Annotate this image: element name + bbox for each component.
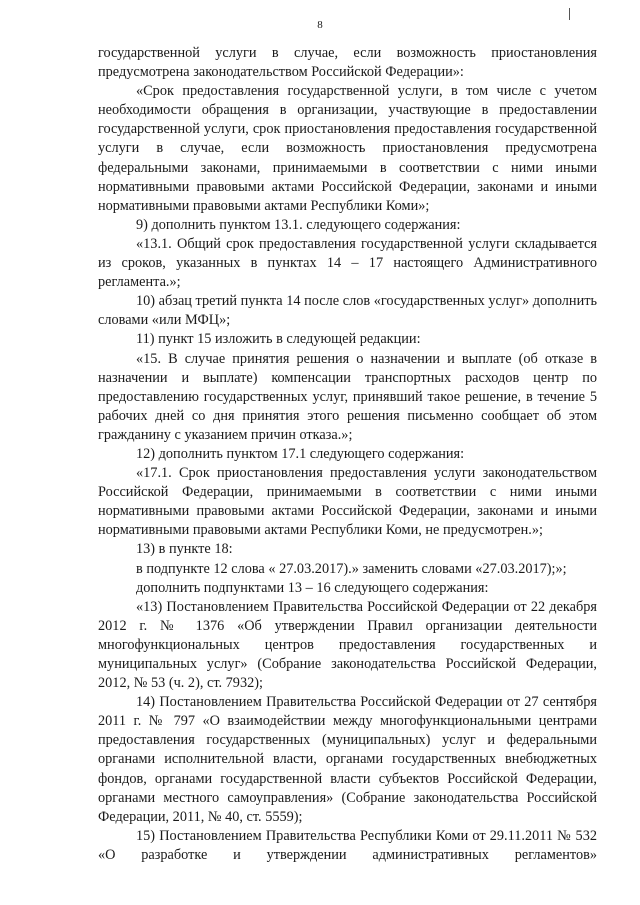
paragraph-item-10: 10) абзац третий пункта 14 после слов «государственных услуг» дополнить словами «или МФЦ»;: [98, 293, 597, 329]
paragraph-subitem-14: 14) Постановлением Правительства Российской Федерации от 27 сентября 2011 г. № 797 «О взаимодействии между многофункциональными центрами предоставления государственных (муниципальных) услуг и федеральными органами исполнительной власти, органами государственных внебюджетных фондов, органами государственной власти субъектов Российской Федерации, органами местного самоуправления» (Собрание законодательства Российской Федерации, 2011, № 40, ст. 5559);: [98, 694, 597, 825]
paragraph-add-subitems: дополнить подпунктами 13 – 16 следующего содержания:: [136, 579, 489, 596]
paragraph-subitem-13: «13) Постановлением Правительства Российской Федерации от 22 декабря 2012 г. № 1376 «Об утверждении Правил организации деятельности многофункциональных центров предоставления государственных и муниципальных услуг» (Собрание законодательства Российской Федерации, 2012, № 53 (ч. 2), ст. 7932);: [98, 598, 597, 692]
paragraph-quote-17-1: «17.1. Срок приостановления предоставления услуги законодательством Российской Федерации, принимаемыми в соответствии с ними иными нормативными правовыми актами Российской Федерации, законами и иными нормативными правовыми актами Республики Коми, не предусмотрен.»;: [98, 465, 597, 539]
paragraph-item-11: 11) пункт 15 изложить в следующей редакции:: [136, 331, 421, 348]
scan-mark: [569, 8, 570, 20]
page-number: 8: [317, 19, 323, 31]
paragraph-quote-term: «Срок предоставления государственной услуги, в том числе с учетом необходимости обращения в организации, участвующие в предоставлении государственной услуги, срок приостановления предоставления государственной услуги в случае, если возможность приостановления предусмотрена федеральными законами, принимаемыми в соответствии с ними иными нормативными правовыми актами Российской Федерации, законами и иными нормативными правовыми актами Республики Коми»;: [98, 83, 597, 214]
paragraph-subitem-15: 15) Постановлением Правительства Республики Коми от 29.11.2011 № 532 «О разработке и утверждении административных регламентов»: [98, 827, 597, 863]
paragraph-subitem-12: в подпункте 12 слова « 27.03.2017).» заменить словами «27.03.2017);»;: [136, 560, 567, 577]
document-body: [98, 44, 597, 865]
paragraph-item-12: 12) дополнить пунктом 17.1 следующего содержания:: [136, 445, 465, 462]
paragraph-item-9: 9) дополнить пунктом 13.1. следующего содержания:: [136, 216, 461, 233]
paragraph-item-13: 13) в пункте 18:: [136, 541, 233, 558]
paragraph-continuation: государственной услуги в случае, если возможность приостановления предусмотрена законодательством Российской Федерации»:: [98, 45, 597, 81]
paragraph-quote-15: «15. В случае принятия решения о назначении и выплате (об отказе в назначении и выплате) компенсации транспортных расходов центр по предоставлению государственных услуг, принявший такое решение, в течение 5 рабочих дней со дня принятия этого решения письменно сообщает об этом гражданину с указанием причин отказа.»;: [98, 350, 597, 443]
paragraph-quote-13-1: «13.1. Общий срок предоставления государственной услуги складывается из сроков, указанных в пунктах 14 – 17 настоящего Административного регламента.»;: [98, 235, 597, 291]
